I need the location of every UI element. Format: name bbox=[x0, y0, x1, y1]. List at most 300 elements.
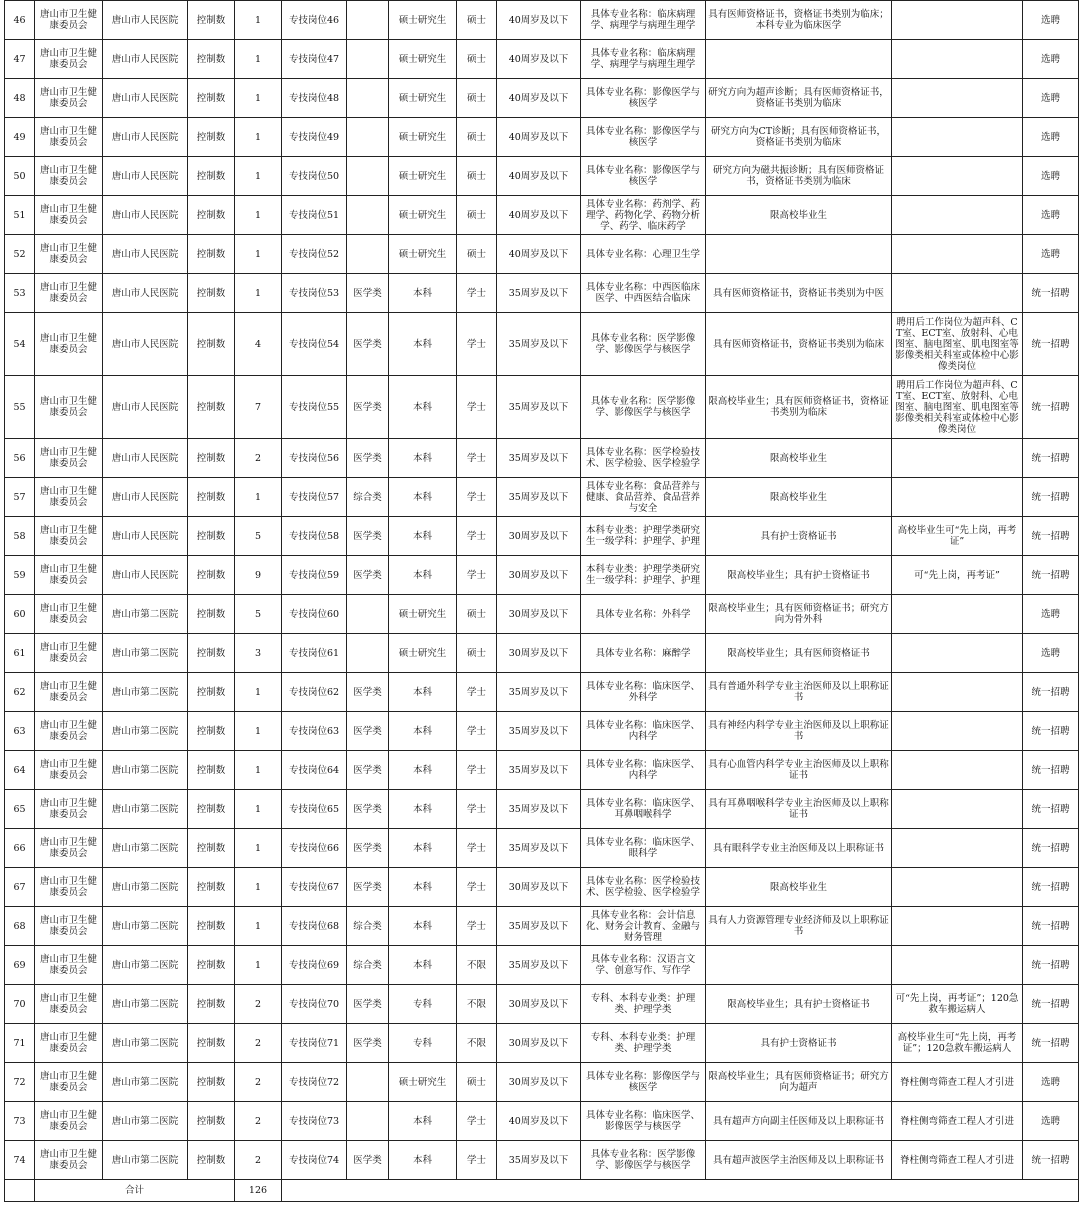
department-cell: 唐山市卫生健康委员会 bbox=[35, 1063, 103, 1102]
recruit-method-cell: 统一招聘 bbox=[1023, 868, 1079, 907]
recruit-method-cell: 统一招聘 bbox=[1023, 712, 1079, 751]
hire-count-cell: 1 bbox=[235, 712, 282, 751]
employer-cell: 唐山市第二医院 bbox=[103, 868, 188, 907]
remark-cell bbox=[892, 751, 1023, 790]
staffing-type-cell: 控制数 bbox=[188, 517, 235, 556]
degree-cell: 硕士 bbox=[457, 157, 497, 196]
age-limit-cell: 40周岁及以下 bbox=[497, 1102, 581, 1141]
recruit-method-cell: 选聘 bbox=[1023, 40, 1079, 79]
staffing-type-cell: 控制数 bbox=[188, 751, 235, 790]
age-limit-cell: 30周岁及以下 bbox=[497, 634, 581, 673]
recruit-method-cell: 选聘 bbox=[1023, 595, 1079, 634]
degree-cell: 学士 bbox=[457, 517, 497, 556]
degree-cell: 学士 bbox=[457, 556, 497, 595]
hire-count-cell: 1 bbox=[235, 829, 282, 868]
position-name-cell: 专技岗位61 bbox=[282, 634, 347, 673]
major-requirement-cell: 具体专业名称：影像医学与核医学 bbox=[581, 118, 706, 157]
major-requirement-cell: 具体专业名称：会计信息化、财务会计教育、金融与财务管理 bbox=[581, 907, 706, 946]
employer-cell: 唐山市第二医院 bbox=[103, 1063, 188, 1102]
position-name-cell: 专技岗位55 bbox=[282, 376, 347, 439]
age-limit-cell: 35周岁及以下 bbox=[497, 478, 581, 517]
age-limit-cell: 40周岁及以下 bbox=[497, 118, 581, 157]
position-category-cell bbox=[347, 79, 389, 118]
position-category-cell bbox=[347, 1102, 389, 1141]
other-requirement-cell bbox=[706, 946, 892, 985]
other-requirement-cell: 具有超声方向副主任医师及以上职称证书 bbox=[706, 1102, 892, 1141]
age-limit-cell: 30周岁及以下 bbox=[497, 1063, 581, 1102]
age-limit-cell: 40周岁及以下 bbox=[497, 40, 581, 79]
degree-cell: 硕士 bbox=[457, 1, 497, 40]
position-category-cell: 医学类 bbox=[347, 1141, 389, 1180]
degree-cell: 硕士 bbox=[457, 1063, 497, 1102]
remark-cell: 脊柱侧弯筛查工程人才引进 bbox=[892, 1141, 1023, 1180]
row-number-cell: 69 bbox=[5, 946, 35, 985]
row-number-cell: 67 bbox=[5, 868, 35, 907]
hire-count-cell: 4 bbox=[235, 313, 282, 376]
other-requirement-cell: 具有医师资格证书，资格证书类别为临床 bbox=[706, 313, 892, 376]
position-category-cell: 综合类 bbox=[347, 907, 389, 946]
staffing-type-cell: 控制数 bbox=[188, 118, 235, 157]
row-number-cell: 73 bbox=[5, 1102, 35, 1141]
other-requirement-cell: 限高校毕业生；具有医师资格证书；研究方向为超声 bbox=[706, 1063, 892, 1102]
major-requirement-cell: 具体专业名称：临床医学、内科学 bbox=[581, 712, 706, 751]
education-cell: 本科 bbox=[389, 907, 457, 946]
table-row bbox=[5, 118, 1079, 157]
hire-count-cell: 2 bbox=[235, 1024, 282, 1063]
other-requirement-cell: 限高校毕业生 bbox=[706, 439, 892, 478]
major-requirement-cell: 本科专业类：护理学类研究生一级学科：护理学、护理 bbox=[581, 556, 706, 595]
staffing-type-cell: 控制数 bbox=[188, 829, 235, 868]
education-cell: 硕士研究生 bbox=[389, 118, 457, 157]
employer-cell: 唐山市第二医院 bbox=[103, 1141, 188, 1180]
recruit-method-cell: 统一招聘 bbox=[1023, 478, 1079, 517]
table-row bbox=[5, 673, 1079, 712]
other-requirement-cell: 具有护士资格证书 bbox=[706, 1024, 892, 1063]
employer-cell: 唐山市人民医院 bbox=[103, 196, 188, 235]
hire-count-cell: 1 bbox=[235, 790, 282, 829]
hire-count-cell: 2 bbox=[235, 985, 282, 1024]
row-number-cell: 55 bbox=[5, 376, 35, 439]
degree-cell: 不限 bbox=[457, 1024, 497, 1063]
department-cell: 唐山市卫生健康委员会 bbox=[35, 1141, 103, 1180]
department-cell: 唐山市卫生健康委员会 bbox=[35, 634, 103, 673]
degree-cell: 学士 bbox=[457, 868, 497, 907]
other-requirement-cell: 限高校毕业生；具有医师资格证书 bbox=[706, 634, 892, 673]
department-cell: 唐山市卫生健康委员会 bbox=[35, 1024, 103, 1063]
department-cell: 唐山市卫生健康委员会 bbox=[35, 517, 103, 556]
recruit-method-cell: 选聘 bbox=[1023, 118, 1079, 157]
table-row bbox=[5, 790, 1079, 829]
age-limit-cell: 30周岁及以下 bbox=[497, 517, 581, 556]
position-category-cell: 医学类 bbox=[347, 313, 389, 376]
staffing-type-cell: 控制数 bbox=[188, 556, 235, 595]
table-row bbox=[5, 40, 1079, 79]
position-category-cell: 综合类 bbox=[347, 946, 389, 985]
position-category-cell: 医学类 bbox=[347, 868, 389, 907]
row-number-cell: 47 bbox=[5, 40, 35, 79]
remark-cell bbox=[892, 868, 1023, 907]
degree-cell: 学士 bbox=[457, 829, 497, 868]
education-cell: 硕士研究生 bbox=[389, 157, 457, 196]
employer-cell: 唐山市第二医院 bbox=[103, 673, 188, 712]
other-requirement-cell: 限高校毕业生；具有医师资格证书；研究方向为骨外科 bbox=[706, 595, 892, 634]
major-requirement-cell: 本科专业类：护理学类研究生一级学科：护理学、护理 bbox=[581, 517, 706, 556]
position-name-cell: 专技岗位59 bbox=[282, 556, 347, 595]
staffing-type-cell: 控制数 bbox=[188, 196, 235, 235]
table-row bbox=[5, 1024, 1079, 1063]
recruitment-table bbox=[4, 0, 1079, 1202]
employer-cell: 唐山市第二医院 bbox=[103, 595, 188, 634]
row-number-cell: 62 bbox=[5, 673, 35, 712]
department-cell: 唐山市卫生健康委员会 bbox=[35, 235, 103, 274]
remark-cell bbox=[892, 790, 1023, 829]
position-name-cell: 专技岗位71 bbox=[282, 1024, 347, 1063]
recruit-method-cell: 选聘 bbox=[1023, 1102, 1079, 1141]
major-requirement-cell: 具体专业名称：中西医临床医学、中西医结合临床 bbox=[581, 274, 706, 313]
major-requirement-cell: 具体专业名称：食品营养与健康、食品营养、食品营养与安全 bbox=[581, 478, 706, 517]
row-number-cell: 49 bbox=[5, 118, 35, 157]
remark-cell: 脊柱侧弯筛查工程人才引进 bbox=[892, 1102, 1023, 1141]
row-number-cell: 60 bbox=[5, 595, 35, 634]
remark-cell bbox=[892, 235, 1023, 274]
hire-count-cell: 1 bbox=[235, 946, 282, 985]
position-category-cell: 医学类 bbox=[347, 556, 389, 595]
employer-cell: 唐山市人民医院 bbox=[103, 478, 188, 517]
hire-count-cell: 1 bbox=[235, 196, 282, 235]
staffing-type-cell: 控制数 bbox=[188, 439, 235, 478]
remark-cell bbox=[892, 634, 1023, 673]
major-requirement-cell: 具体专业名称：医学影像学、影像医学与核医学 bbox=[581, 376, 706, 439]
table-row bbox=[5, 751, 1079, 790]
major-requirement-cell: 专科、本科专业类：护理类、护理学类 bbox=[581, 985, 706, 1024]
hire-count-cell: 2 bbox=[235, 439, 282, 478]
table-row bbox=[5, 1, 1079, 40]
position-category-cell bbox=[347, 196, 389, 235]
table-row bbox=[5, 712, 1079, 751]
education-cell: 硕士研究生 bbox=[389, 595, 457, 634]
education-cell: 本科 bbox=[389, 439, 457, 478]
position-name-cell: 专技岗位53 bbox=[282, 274, 347, 313]
education-cell: 本科 bbox=[389, 673, 457, 712]
hire-count-cell: 7 bbox=[235, 376, 282, 439]
total-empty-cell bbox=[5, 1180, 35, 1202]
hire-count-cell: 1 bbox=[235, 478, 282, 517]
age-limit-cell: 35周岁及以下 bbox=[497, 790, 581, 829]
education-cell: 本科 bbox=[389, 829, 457, 868]
position-name-cell: 专技岗位49 bbox=[282, 118, 347, 157]
other-requirement-cell: 限高校毕业生 bbox=[706, 478, 892, 517]
employer-cell: 唐山市人民医院 bbox=[103, 274, 188, 313]
department-cell: 唐山市卫生健康委员会 bbox=[35, 40, 103, 79]
staffing-type-cell: 控制数 bbox=[188, 985, 235, 1024]
remark-cell: 聘用后工作岗位为超声科、CT室、ECT室、放射科、心电图室、脑电图室、肌电图室等影像类相关科室或体检中心影像类岗位 bbox=[892, 313, 1023, 376]
row-number-cell: 70 bbox=[5, 985, 35, 1024]
position-category-cell: 医学类 bbox=[347, 376, 389, 439]
major-requirement-cell: 具体专业名称：临床医学、外科学 bbox=[581, 673, 706, 712]
education-cell: 本科 bbox=[389, 1141, 457, 1180]
hire-count-cell: 1 bbox=[235, 1, 282, 40]
age-limit-cell: 35周岁及以下 bbox=[497, 439, 581, 478]
employer-cell: 唐山市第二医院 bbox=[103, 634, 188, 673]
row-number-cell: 52 bbox=[5, 235, 35, 274]
other-requirement-cell: 具有神经内科学专业主治医师及以上职称证书 bbox=[706, 712, 892, 751]
age-limit-cell: 35周岁及以下 bbox=[497, 946, 581, 985]
age-limit-cell: 30周岁及以下 bbox=[497, 1024, 581, 1063]
staffing-type-cell: 控制数 bbox=[188, 712, 235, 751]
row-number-cell: 68 bbox=[5, 907, 35, 946]
table-row bbox=[5, 1102, 1079, 1141]
other-requirement-cell: 具有超声波医学主治医师及以上职称证书 bbox=[706, 1141, 892, 1180]
degree-cell: 学士 bbox=[457, 751, 497, 790]
age-limit-cell: 30周岁及以下 bbox=[497, 556, 581, 595]
degree-cell: 硕士 bbox=[457, 40, 497, 79]
position-category-cell bbox=[347, 595, 389, 634]
row-number-cell: 71 bbox=[5, 1024, 35, 1063]
employer-cell: 唐山市人民医院 bbox=[103, 376, 188, 439]
row-number-cell: 54 bbox=[5, 313, 35, 376]
recruit-method-cell: 统一招聘 bbox=[1023, 673, 1079, 712]
hire-count-cell: 1 bbox=[235, 79, 282, 118]
total-empty-span bbox=[282, 1180, 1079, 1202]
position-category-cell: 医学类 bbox=[347, 751, 389, 790]
degree-cell: 不限 bbox=[457, 946, 497, 985]
department-cell: 唐山市卫生健康委员会 bbox=[35, 118, 103, 157]
row-number-cell: 66 bbox=[5, 829, 35, 868]
age-limit-cell: 35周岁及以下 bbox=[497, 673, 581, 712]
department-cell: 唐山市卫生健康委员会 bbox=[35, 478, 103, 517]
row-number-cell: 72 bbox=[5, 1063, 35, 1102]
remark-cell bbox=[892, 712, 1023, 751]
remark-cell bbox=[892, 946, 1023, 985]
remark-cell bbox=[892, 118, 1023, 157]
staffing-type-cell: 控制数 bbox=[188, 1063, 235, 1102]
staffing-type-cell: 控制数 bbox=[188, 673, 235, 712]
staffing-type-cell: 控制数 bbox=[188, 313, 235, 376]
department-cell: 唐山市卫生健康委员会 bbox=[35, 79, 103, 118]
other-requirement-cell: 限高校毕业生；具有医师资格证书，资格证书类别为临床 bbox=[706, 376, 892, 439]
table-row bbox=[5, 376, 1079, 439]
position-name-cell: 专技岗位62 bbox=[282, 673, 347, 712]
table-row bbox=[5, 829, 1079, 868]
hire-count-cell: 2 bbox=[235, 1141, 282, 1180]
education-cell: 本科 bbox=[389, 313, 457, 376]
education-cell: 本科 bbox=[389, 790, 457, 829]
employer-cell: 唐山市第二医院 bbox=[103, 985, 188, 1024]
age-limit-cell: 35周岁及以下 bbox=[497, 907, 581, 946]
employer-cell: 唐山市第二医院 bbox=[103, 829, 188, 868]
age-limit-cell: 40周岁及以下 bbox=[497, 196, 581, 235]
recruit-method-cell: 选聘 bbox=[1023, 1, 1079, 40]
row-number-cell: 57 bbox=[5, 478, 35, 517]
education-cell: 本科 bbox=[389, 946, 457, 985]
employer-cell: 唐山市人民医院 bbox=[103, 235, 188, 274]
employer-cell: 唐山市人民医院 bbox=[103, 556, 188, 595]
department-cell: 唐山市卫生健康委员会 bbox=[35, 274, 103, 313]
table-row bbox=[5, 157, 1079, 196]
department-cell: 唐山市卫生健康委员会 bbox=[35, 790, 103, 829]
age-limit-cell: 35周岁及以下 bbox=[497, 313, 581, 376]
position-category-cell: 医学类 bbox=[347, 274, 389, 313]
position-category-cell: 医学类 bbox=[347, 1024, 389, 1063]
employer-cell: 唐山市第二医院 bbox=[103, 1102, 188, 1141]
other-requirement-cell: 具有人力资源管理专业经济师及以上职称证书 bbox=[706, 907, 892, 946]
table-row bbox=[5, 79, 1079, 118]
total-label: 合计 bbox=[35, 1180, 235, 1202]
major-requirement-cell: 具体专业名称：外科学 bbox=[581, 595, 706, 634]
remark-cell bbox=[892, 595, 1023, 634]
row-number-cell: 51 bbox=[5, 196, 35, 235]
department-cell: 唐山市卫生健康委员会 bbox=[35, 1102, 103, 1141]
major-requirement-cell: 具体专业名称：心理卫生学 bbox=[581, 235, 706, 274]
degree-cell: 学士 bbox=[457, 1141, 497, 1180]
education-cell: 硕士研究生 bbox=[389, 1, 457, 40]
hire-count-cell: 1 bbox=[235, 751, 282, 790]
employer-cell: 唐山市第二医院 bbox=[103, 946, 188, 985]
position-name-cell: 专技岗位73 bbox=[282, 1102, 347, 1141]
other-requirement-cell: 研究方向为CT诊断；具有医师资格证书，资格证书类别为临床 bbox=[706, 118, 892, 157]
hire-count-cell: 1 bbox=[235, 907, 282, 946]
hire-count-cell: 1 bbox=[235, 868, 282, 907]
position-category-cell: 医学类 bbox=[347, 517, 389, 556]
row-number-cell: 63 bbox=[5, 712, 35, 751]
education-cell: 本科 bbox=[389, 376, 457, 439]
department-cell: 唐山市卫生健康委员会 bbox=[35, 907, 103, 946]
education-cell: 本科 bbox=[389, 556, 457, 595]
table-row bbox=[5, 985, 1079, 1024]
recruit-method-cell: 统一招聘 bbox=[1023, 751, 1079, 790]
major-requirement-cell: 具体专业名称：影像医学与核医学 bbox=[581, 1063, 706, 1102]
other-requirement-cell: 具有普通外科学专业主治医师及以上职称证书 bbox=[706, 673, 892, 712]
row-number-cell: 74 bbox=[5, 1141, 35, 1180]
position-name-cell: 专技岗位72 bbox=[282, 1063, 347, 1102]
age-limit-cell: 40周岁及以下 bbox=[497, 79, 581, 118]
other-requirement-cell: 具有耳鼻咽喉科学专业主治医师及以上职称证书 bbox=[706, 790, 892, 829]
employer-cell: 唐山市第二医院 bbox=[103, 907, 188, 946]
other-requirement-cell: 限高校毕业生；具有护士资格证书 bbox=[706, 556, 892, 595]
position-name-cell: 专技岗位52 bbox=[282, 235, 347, 274]
position-category-cell: 医学类 bbox=[347, 712, 389, 751]
table-row bbox=[5, 478, 1079, 517]
remark-cell: 脊柱侧弯筛查工程人才引进 bbox=[892, 1063, 1023, 1102]
age-limit-cell: 40周岁及以下 bbox=[497, 157, 581, 196]
age-limit-cell: 30周岁及以下 bbox=[497, 868, 581, 907]
major-requirement-cell: 具体专业名称：临床医学、影像医学与核医学 bbox=[581, 1102, 706, 1141]
table-row bbox=[5, 1141, 1079, 1180]
hire-count-cell: 1 bbox=[235, 157, 282, 196]
degree-cell: 学士 bbox=[457, 790, 497, 829]
hire-count-cell: 9 bbox=[235, 556, 282, 595]
department-cell: 唐山市卫生健康委员会 bbox=[35, 673, 103, 712]
staffing-type-cell: 控制数 bbox=[188, 790, 235, 829]
employer-cell: 唐山市人民医院 bbox=[103, 118, 188, 157]
staffing-type-cell: 控制数 bbox=[188, 1102, 235, 1141]
row-number-cell: 56 bbox=[5, 439, 35, 478]
degree-cell: 硕士 bbox=[457, 118, 497, 157]
department-cell: 唐山市卫生健康委员会 bbox=[35, 946, 103, 985]
other-requirement-cell: 限高校毕业生 bbox=[706, 196, 892, 235]
staffing-type-cell: 控制数 bbox=[188, 40, 235, 79]
position-name-cell: 专技岗位56 bbox=[282, 439, 347, 478]
staffing-type-cell: 控制数 bbox=[188, 79, 235, 118]
staffing-type-cell: 控制数 bbox=[188, 1, 235, 40]
table-row bbox=[5, 196, 1079, 235]
degree-cell: 学士 bbox=[457, 1102, 497, 1141]
recruit-method-cell: 统一招聘 bbox=[1023, 1141, 1079, 1180]
degree-cell: 硕士 bbox=[457, 196, 497, 235]
education-cell: 硕士研究生 bbox=[389, 196, 457, 235]
other-requirement-cell: 研究方向为超声诊断；具有医师资格证书，资格证书类别为临床 bbox=[706, 79, 892, 118]
position-name-cell: 专技岗位65 bbox=[282, 790, 347, 829]
recruit-method-cell: 统一招聘 bbox=[1023, 985, 1079, 1024]
staffing-type-cell: 控制数 bbox=[188, 478, 235, 517]
major-requirement-cell: 具体专业名称：麻醉学 bbox=[581, 634, 706, 673]
hire-count-cell: 5 bbox=[235, 517, 282, 556]
position-category-cell bbox=[347, 1063, 389, 1102]
remark-cell: 高校毕业生可“先上岗，再考证”；120急救车搬运病人 bbox=[892, 1024, 1023, 1063]
degree-cell: 学士 bbox=[457, 274, 497, 313]
recruit-method-cell: 统一招聘 bbox=[1023, 790, 1079, 829]
position-category-cell bbox=[347, 235, 389, 274]
other-requirement-cell bbox=[706, 235, 892, 274]
hire-count-cell: 1 bbox=[235, 118, 282, 157]
position-category-cell bbox=[347, 40, 389, 79]
position-name-cell: 专技岗位47 bbox=[282, 40, 347, 79]
employer-cell: 唐山市人民医院 bbox=[103, 79, 188, 118]
major-requirement-cell: 具体专业名称：影像医学与核医学 bbox=[581, 79, 706, 118]
department-cell: 唐山市卫生健康委员会 bbox=[35, 751, 103, 790]
hire-count-cell: 1 bbox=[235, 40, 282, 79]
employer-cell: 唐山市人民医院 bbox=[103, 1, 188, 40]
major-requirement-cell: 具体专业名称：临床病理学、病理学与病理生理学 bbox=[581, 40, 706, 79]
hire-count-cell: 5 bbox=[235, 595, 282, 634]
other-requirement-cell: 具有医师资格证书，资格证书类别为中医 bbox=[706, 274, 892, 313]
hire-count-cell: 2 bbox=[235, 1102, 282, 1141]
hire-count-cell: 1 bbox=[235, 274, 282, 313]
staffing-type-cell: 控制数 bbox=[188, 376, 235, 439]
age-limit-cell: 35周岁及以下 bbox=[497, 376, 581, 439]
education-cell: 本科 bbox=[389, 1102, 457, 1141]
education-cell: 硕士研究生 bbox=[389, 79, 457, 118]
table-row bbox=[5, 634, 1079, 673]
education-cell: 本科 bbox=[389, 517, 457, 556]
major-requirement-cell: 具体专业名称：药剂学、药理学、药物化学、药物分析学、药学、临床药学 bbox=[581, 196, 706, 235]
staffing-type-cell: 控制数 bbox=[188, 1141, 235, 1180]
table-row bbox=[5, 1063, 1079, 1102]
position-category-cell: 综合类 bbox=[347, 478, 389, 517]
other-requirement-cell: 具有眼科学专业主治医师及以上职称证书 bbox=[706, 829, 892, 868]
position-name-cell: 专技岗位60 bbox=[282, 595, 347, 634]
employer-cell: 唐山市第二医院 bbox=[103, 751, 188, 790]
table-row bbox=[5, 907, 1079, 946]
education-cell: 本科 bbox=[389, 868, 457, 907]
remark-cell: 聘用后工作岗位为超声科、CT室、ECT室、放射科、心电图室、脑电图室、肌电图室等影像类相关科室或体检中心影像类岗位 bbox=[892, 376, 1023, 439]
row-number-cell: 50 bbox=[5, 157, 35, 196]
recruit-method-cell: 统一招聘 bbox=[1023, 907, 1079, 946]
position-name-cell: 专技岗位58 bbox=[282, 517, 347, 556]
position-category-cell: 医学类 bbox=[347, 790, 389, 829]
employer-cell: 唐山市第二医院 bbox=[103, 712, 188, 751]
position-category-cell: 医学类 bbox=[347, 829, 389, 868]
staffing-type-cell: 控制数 bbox=[188, 157, 235, 196]
table-row bbox=[5, 556, 1079, 595]
staffing-type-cell: 控制数 bbox=[188, 595, 235, 634]
row-number-cell: 46 bbox=[5, 1, 35, 40]
age-limit-cell: 35周岁及以下 bbox=[497, 1141, 581, 1180]
department-cell: 唐山市卫生健康委员会 bbox=[35, 376, 103, 439]
degree-cell: 学士 bbox=[457, 376, 497, 439]
position-name-cell: 专技岗位50 bbox=[282, 157, 347, 196]
department-cell: 唐山市卫生健康委员会 bbox=[35, 1, 103, 40]
